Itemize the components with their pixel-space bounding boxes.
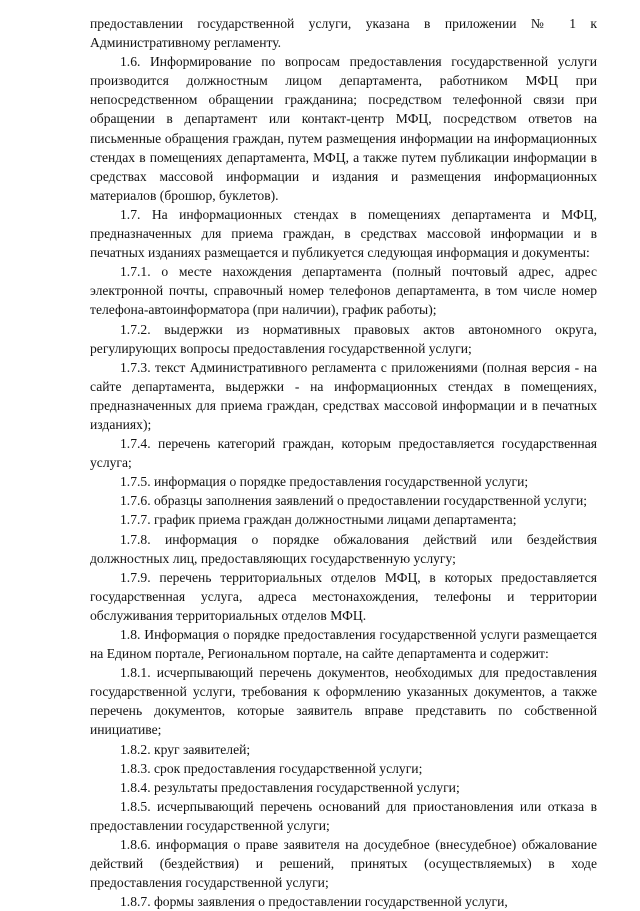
paragraph-1-7-1: 1.7.1. о месте нахождения департамента (полный почтовый адрес, адрес электронной почты, справочный номер телефонов департамента, в том числе номер телефона-автоинформатора (при наличии), график работы);	[90, 264, 597, 318]
paragraph-1-7-3: 1.7.3. текст Административного регламента с приложениями (полная версия - на сайте департамента, выдержки - на информационных стендах в помещениях, предназначенных для приема граждан, средствах массовой информации и в печатных изданиях);	[90, 359, 597, 432]
paragraph-1-7-9: 1.7.9. перечень территориальных отделов МФЦ, в которых предоставляется государственная услуга, адреса местонахождения, телефоны и территории обслуживания территориальных отделов МФЦ.	[90, 569, 597, 623]
document-page	[90, 14, 597, 911]
paragraph-1-8-6: 1.8.6. информация о праве заявителя на досудебное (внесудебное) обжалование действий (бездействия) и решений, принятых (осуществляемых) в ходе предоставления государственной услуги;	[90, 837, 597, 891]
paragraph-1-8-5: 1.8.5. исчерпывающий перечень оснований для приостановления или отказа в предоставлении государственной услуги;	[90, 798, 597, 833]
paragraph-1-7-2: 1.7.2. выдержки из нормативных правовых актов автономного округа, регулирующих вопросы предоставления государственной услуги;	[90, 321, 597, 356]
paragraph-1-8-4: 1.8.4. результаты предоставления государственной услуги;	[120, 779, 460, 795]
paragraph-1-8-3: 1.8.3. срок предоставления государственной услуги;	[120, 760, 423, 776]
paragraph-1-7-6: 1.7.6. образцы заполнения заявлений о предоставлении государственной услуги;	[120, 493, 587, 509]
paragraph-1-8-7: 1.8.7. формы заявления о предоставлении государственной услуги,	[120, 894, 508, 910]
paragraph-1-8-2: 1.8.2. круг заявителей;	[120, 741, 251, 757]
paragraph-1-7: 1.7. На информационных стендах в помещениях департамента и МФЦ, предназначенных для приема граждан, в средствах массовой информации и в печатных изданиях размещается и публикуется следующая информация и документы:	[90, 206, 597, 261]
paragraph-1-8-1: 1.8.1. исчерпывающий перечень документов, необходимых для предоставления государственной услуги, требования к оформлению указанных документов, а также перечень документов, которые заявитель вправе представить по собственной инициативе;	[90, 665, 597, 738]
paragraph-1-7-7: 1.7.7. график приема граждан должностными лицами департамента;	[120, 512, 517, 528]
paragraph-1-8: 1.8. Информация о порядке предоставления государственной услуги размещается на Едином портале, Региональном портале, на сайте департамента и содержит:	[90, 627, 597, 662]
paragraph-1-6: 1.6. Информирование по вопросам предоставления государственной услуги производится должностным лицом департамента, работником МФЦ при непосредственном обращении гражданина; посредством телефонной связи при обращении в департамент или контакт-центр МФЦ, посредством ответов на письменные обращения граждан, путем размещения информации на информационных стендах в помещениях департамента, МФЦ, а также путем публикации информации в средствах массовой информации и издания и размещения информационных материалов (брошюр, буклетов).	[90, 54, 597, 203]
paragraph-continuation: предоставлении государственной услуги, указана в приложении № 1 к Административному регламенту.	[90, 16, 597, 51]
paragraph-1-7-4: 1.7.4. перечень категорий граждан, которым предоставляется государственная услуга;	[90, 436, 597, 471]
paragraph-1-7-8: 1.7.8. информация о порядке обжалования действий или бездействия должностных лиц, предоставляющих государственную услугу;	[90, 531, 597, 566]
paragraph-1-7-5: 1.7.5. информация о порядке предоставления государственной услуги;	[120, 474, 529, 490]
